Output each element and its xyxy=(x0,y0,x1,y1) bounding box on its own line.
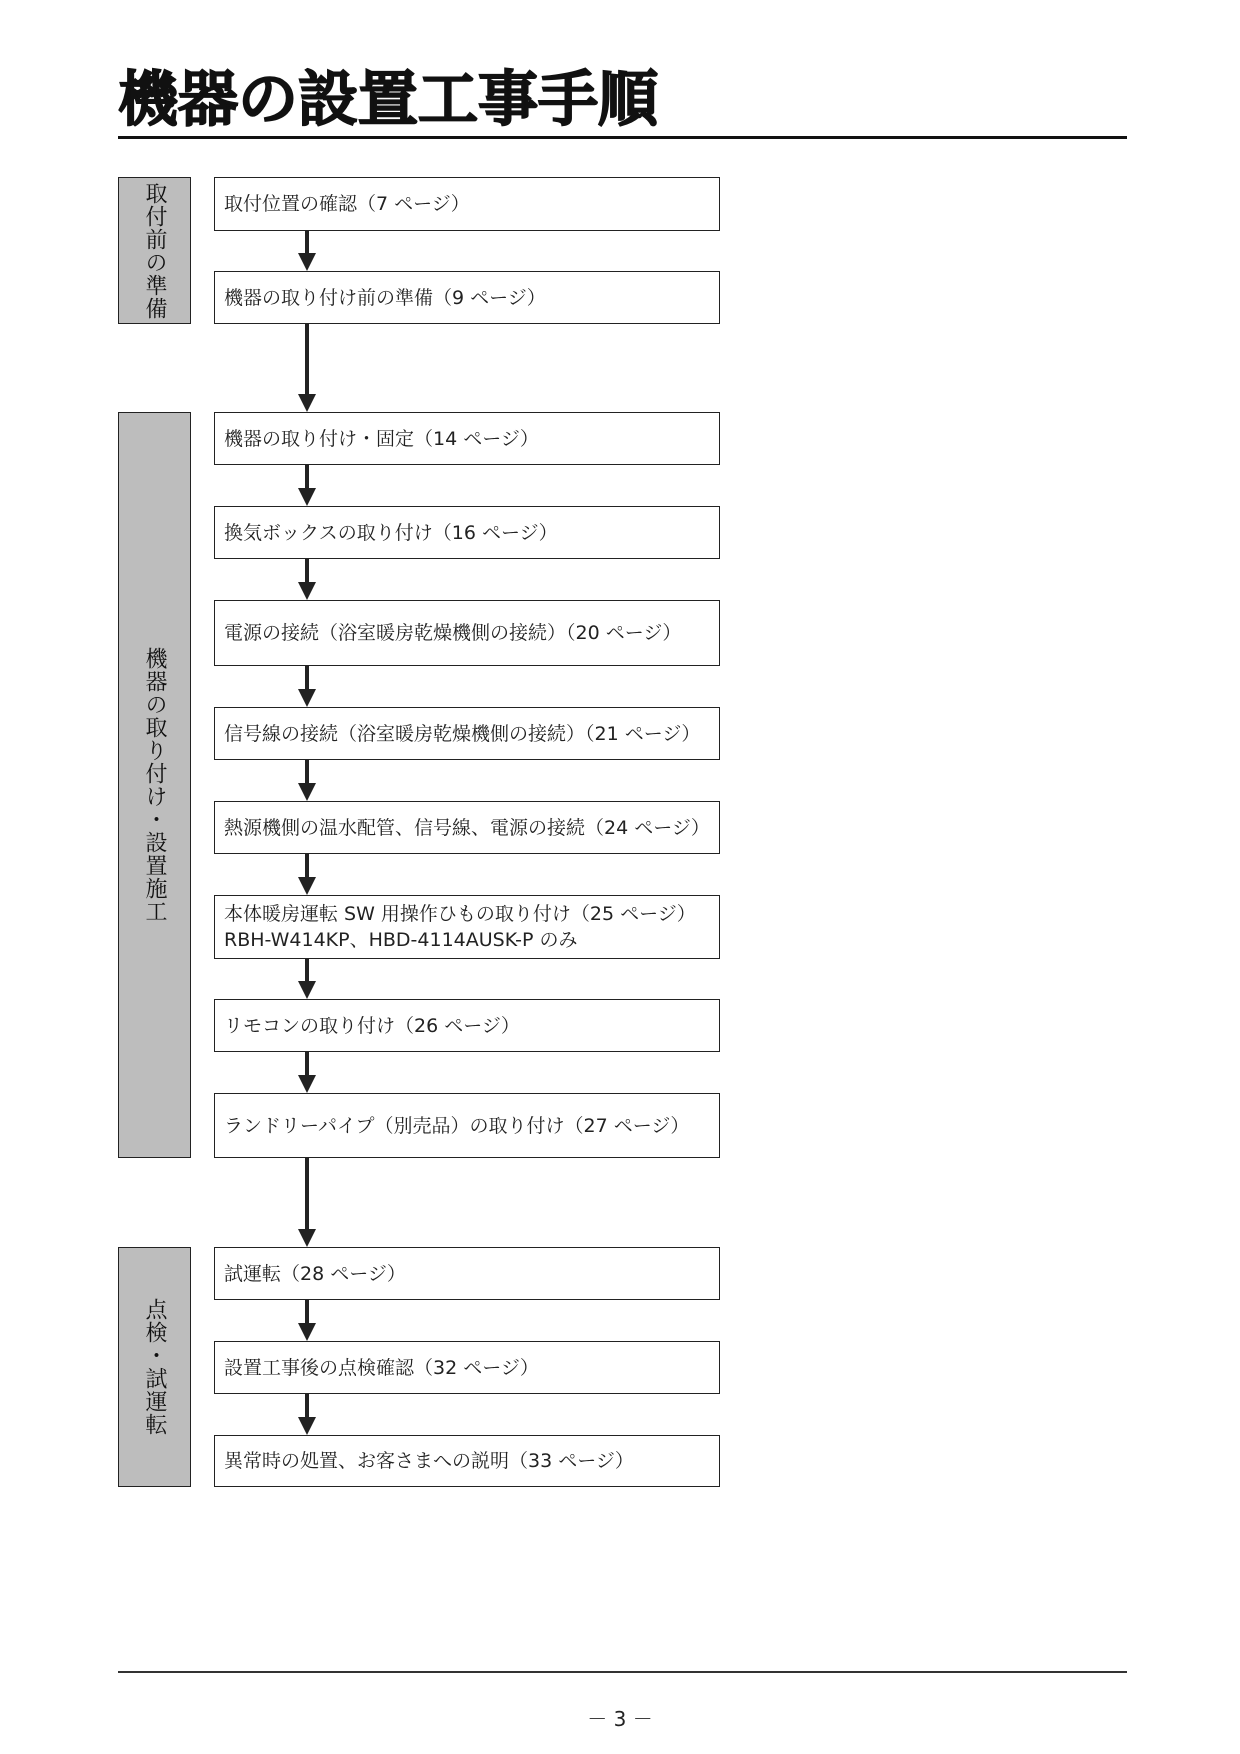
flow-arrow xyxy=(295,1052,319,1093)
step-text: 機器の取り付け前の準備（9 ページ） xyxy=(224,286,546,309)
step-box xyxy=(214,177,720,231)
step-box xyxy=(214,801,720,854)
step-note: RBH-W414KP、HBD-4114AUSK-P のみ xyxy=(224,929,578,951)
page-title: 機器の設置工事手順 xyxy=(118,65,658,135)
step-box xyxy=(214,895,720,959)
flow-arrow xyxy=(295,559,319,600)
step-box xyxy=(214,506,720,559)
stage-label: 取付前の準備 xyxy=(142,181,167,320)
flow-arrow xyxy=(295,760,319,801)
step-text: 取付位置の確認（7 ページ） xyxy=(224,193,470,215)
flow-arrow xyxy=(295,465,319,506)
flow-arrow xyxy=(295,1158,319,1247)
step-text: 信号線の接続（浴室暖房乾燥機側の接続）（21 ページ） xyxy=(224,722,701,745)
step-box xyxy=(214,999,720,1052)
step-text: ランドリーパイプ（別売品）の取り付け（27 ページ） xyxy=(224,1114,690,1137)
stage-inspection xyxy=(118,1247,191,1487)
flow-arrow xyxy=(295,854,319,895)
title-underline xyxy=(118,136,1127,139)
step-text: リモコンの取り付け（26 ページ） xyxy=(224,1014,520,1037)
step-text: 熱源機側の温水配管、信号線、電源の接続（24 ページ） xyxy=(224,816,710,839)
step-box xyxy=(214,1247,720,1300)
step-text: 電源の接続（浴室暖房乾燥機側の接続）（20 ページ） xyxy=(224,622,682,644)
page-number: － 3 － xyxy=(587,1707,653,1731)
flow-arrow xyxy=(295,666,319,707)
stage-preparation xyxy=(118,177,191,324)
step-text: 試運転（28 ページ） xyxy=(224,1262,406,1285)
step-box xyxy=(214,1341,720,1394)
stage-label: 機器の取り付け・設置施工 xyxy=(142,647,167,923)
step-text: 異常時の処置、お客さまへの説明（33 ページ） xyxy=(224,1450,634,1472)
flow-arrow xyxy=(295,324,319,412)
step-text: 設置工事後の点検確認（32 ページ） xyxy=(224,1356,539,1379)
step-box xyxy=(214,1093,720,1158)
stage-installation xyxy=(118,412,191,1158)
step-box xyxy=(214,600,720,666)
step-text: 本体暖房運転 SW 用操作ひもの取り付け（25 ページ） xyxy=(224,903,696,925)
step-box xyxy=(214,271,720,324)
step-box xyxy=(214,412,720,465)
flow-arrow xyxy=(295,1300,319,1341)
step-box xyxy=(214,707,720,760)
step-box xyxy=(214,1435,720,1487)
flow-arrow xyxy=(295,959,319,999)
footer-rule xyxy=(118,1671,1127,1673)
flow-arrow xyxy=(295,1394,319,1435)
step-text: 機器の取り付け・固定（14 ページ） xyxy=(224,427,539,450)
flow-arrow xyxy=(295,231,319,271)
step-text: 換気ボックスの取り付け（16 ページ） xyxy=(224,521,558,544)
stage-label: 点検・試運転 xyxy=(142,1298,167,1436)
